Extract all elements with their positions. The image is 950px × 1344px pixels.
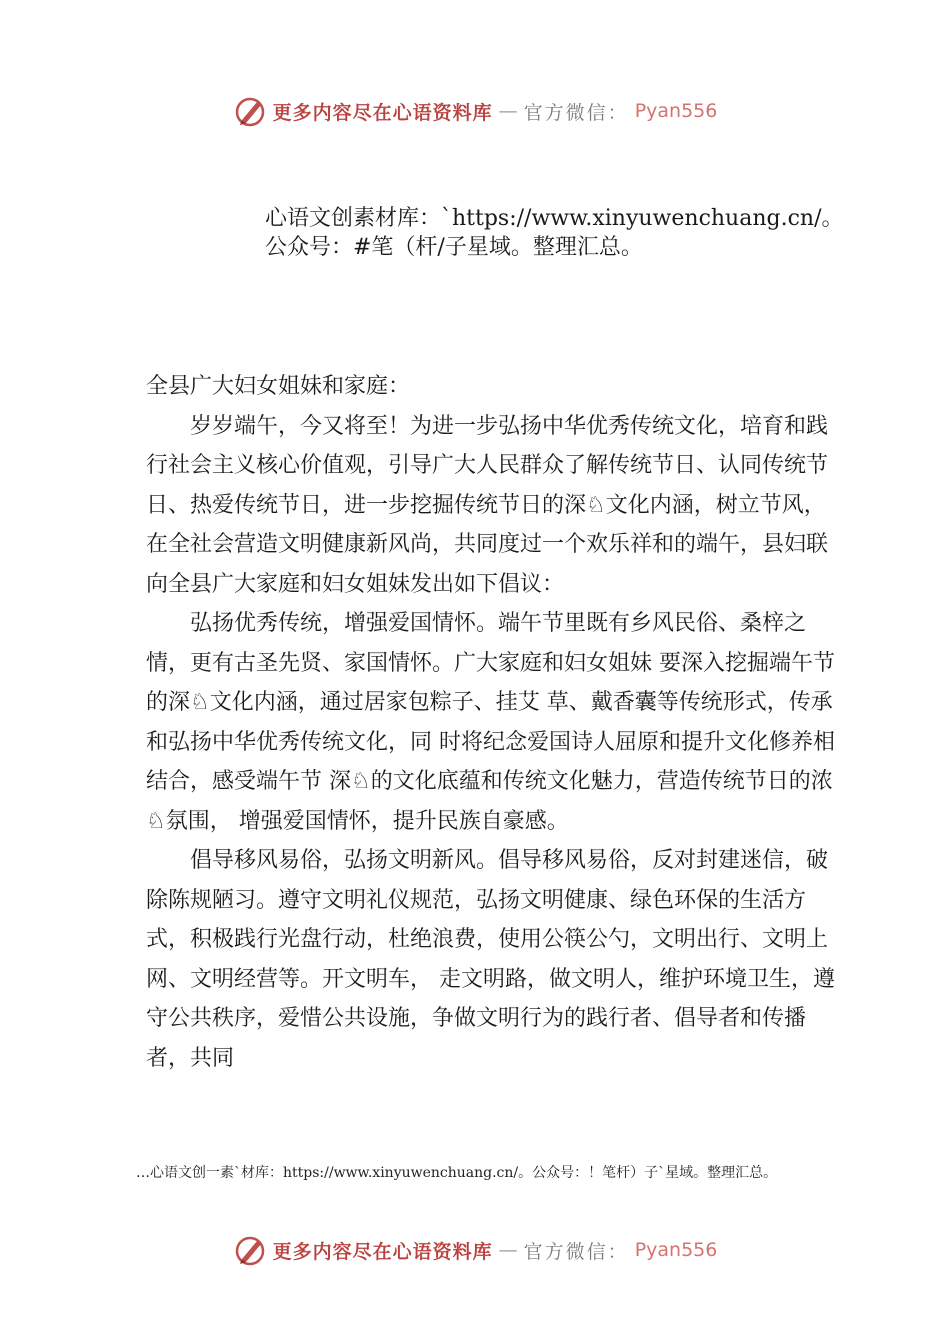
pen-logo-icon — [233, 94, 267, 128]
letter-salutation: 全县广大妇女姐妹和家庭： — [146, 374, 411, 399]
banner-dash: — — [498, 100, 518, 122]
banner-wechat-label: 官方微信： — [523, 101, 629, 124]
pen-logo-icon — [233, 1233, 267, 1267]
banner-account: Pyan556 — [634, 100, 718, 122]
header-watermark-banner — [0, 94, 950, 128]
footer-watermark-banner — [0, 1233, 950, 1267]
banner-dash: — — [498, 1239, 518, 1261]
banner-account: Pyan556 — [634, 1239, 718, 1261]
banner-brand: 更多内容尽在心语资料库 — [272, 101, 493, 124]
banner-wechat-label: 官方微信： — [523, 1240, 629, 1263]
source-note: 心语文创素材库：`https://www.xinyuwenchuang.cn/。公众号：#笔（杆/子星域。整理汇总。 — [265, 206, 844, 260]
letter-paragraph: 弘扬优秀传统，增强爱国情怀。端午节里既有乡风民俗、桑梓之情，更有古圣先贤、家国情怀。广大家庭和妇女姐妹 要深入挖掘端午节的深♘文化内涵，通过居家包粽子、挂艾 草、戴香囊等传统形式，传承和弘扬中华优秀传统文化，同 时将纪念爱国诗人屈原和提升文化修养相结合，感受端午节 深♘的文化底蕴和传统文化魅力，营造传统节日的浓♘氛围， 增强爱国情怀，提升民族自豪感。 — [146, 611, 835, 834]
page-footnote: …心语文创一素`材库：https://www.xinyuwenchuang.cn/。公众号：！笔杆）子`星域。整理汇总。 — [136, 1165, 778, 1181]
letter-paragraph: 岁岁端午，今又将至！为进一步弘扬中华优秀传统文化，培育和践行社会主义核心价值观，引导广大人民群众了解传统节日、认同传统节日、热爱传统节日，进一步挖掘传统节日的深♘文化内涵，树立节风，在全社会营造文明健康新风尚，共同度过一个欢乐祥和的端午，县妇联向全县广大家庭和妇女姐妹发出如下倡议： — [146, 413, 829, 597]
letter-paragraph: 倡导移风易俗，弘扬文明新风。倡导移风易俗，反对封建迷信，破除陈规陋习。遵守文明礼仪规范，弘扬文明健康、绿色环保的生活方式，积极践行光盘行动，杜绝浪费，使用公筷公勺，文明出行、文明上网、文明经营等。开文明车， 走文明路，做文明人，维护环境卫生，遵守公共秩序，爱惜公共设施，争做文明行为的践行者、倡导者和传播者，共同 — [146, 848, 835, 1071]
banner-brand: 更多内容尽在心语资料库 — [272, 1240, 493, 1263]
letter-body — [146, 367, 836, 1078]
